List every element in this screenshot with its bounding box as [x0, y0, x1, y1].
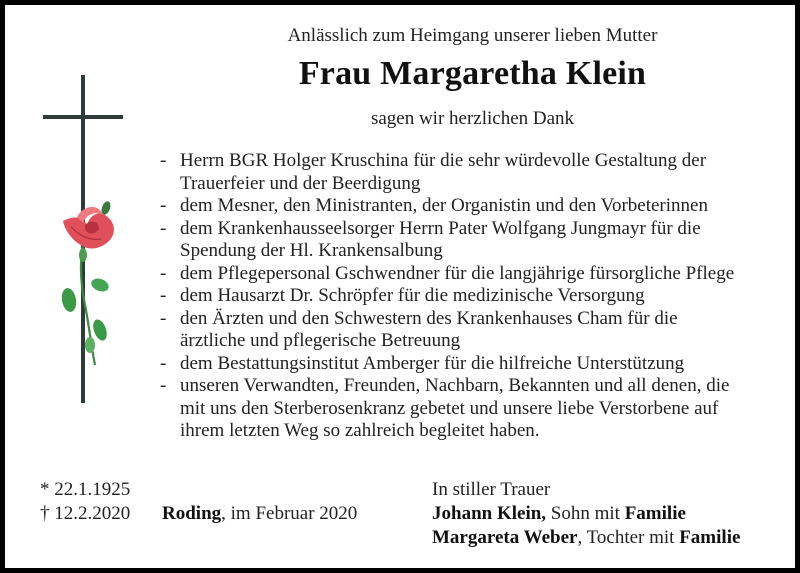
place-date-text: , im Februar 2020: [221, 503, 358, 524]
thanks-list: [160, 150, 790, 443]
place-date: [162, 502, 357, 526]
bullet-dash: -: [160, 195, 167, 216]
mourners-block: [432, 478, 740, 550]
bullet-dash: -: [160, 285, 167, 306]
bullet-dash: -: [160, 307, 167, 329]
list-item: - dem Mesner, den Ministranten, der Organistin und den Vorbeterinnen: [160, 195, 708, 216]
birth-date: * 22.1.1925: [40, 479, 131, 500]
list-item: - dem Krankenhausseelsorger Herrn Pater Wolfgang Jungmayr für die Spendung der Hl. Krankensalbung: [160, 217, 701, 261]
list-item: - dem Pflegepersonal Gschwendner für die langjährige fürsorgliche Pflege: [160, 262, 735, 284]
bullet-dash: -: [160, 375, 167, 396]
place-name: Roding: [162, 503, 222, 524]
intro-text: Anlässlich zum Heimgang unserer lieben Mutter: [287, 25, 658, 46]
list-item: - Herrn BGR Holger Kruschina für die sehr würdevolle Gestaltung der Trauerfeier und der Beerdigung: [160, 150, 707, 194]
bullet-dash: -: [160, 352, 167, 374]
bullet-dash: -: [160, 217, 167, 239]
mourning-line: In stiller Trauer: [432, 479, 551, 500]
deceased-name: Frau Margaretha Klein: [298, 55, 647, 92]
bullet-dash: -: [160, 262, 167, 284]
bullet-dash: -: [160, 150, 167, 171]
list-item: - unseren Verwandten, Freunden, Nachbarn, Bekannten und all denen, die mit uns den Sterberosenkranz gebetet und unsere liebe Verstorbene auf ihrem letzten Weg so zahlreich begleitet haben.: [160, 375, 730, 441]
list-item: - dem Hausarzt Dr. Schröpfer für die medizinische Versorgung: [160, 285, 645, 306]
thanks-heading: sagen wir herzlichen Dank: [370, 108, 575, 129]
obituary-card: [5, 5, 795, 568]
death-date: † 12.2.2020: [40, 503, 131, 524]
mourner-daughter: Margareta Weber, Tochter mit Familie: [432, 527, 741, 548]
mourner-son: Johann Klein, Sohn mit Familie: [432, 503, 686, 524]
list-item: - dem Bestattungsinstitut Amberger für die hilfreiche Unterstützung: [160, 352, 685, 374]
list-item: - den Ärzten und den Schwestern des Krankenhauses Cham für die ärztliche und pflegerische Betreuung: [160, 307, 678, 351]
life-dates: [40, 478, 130, 526]
